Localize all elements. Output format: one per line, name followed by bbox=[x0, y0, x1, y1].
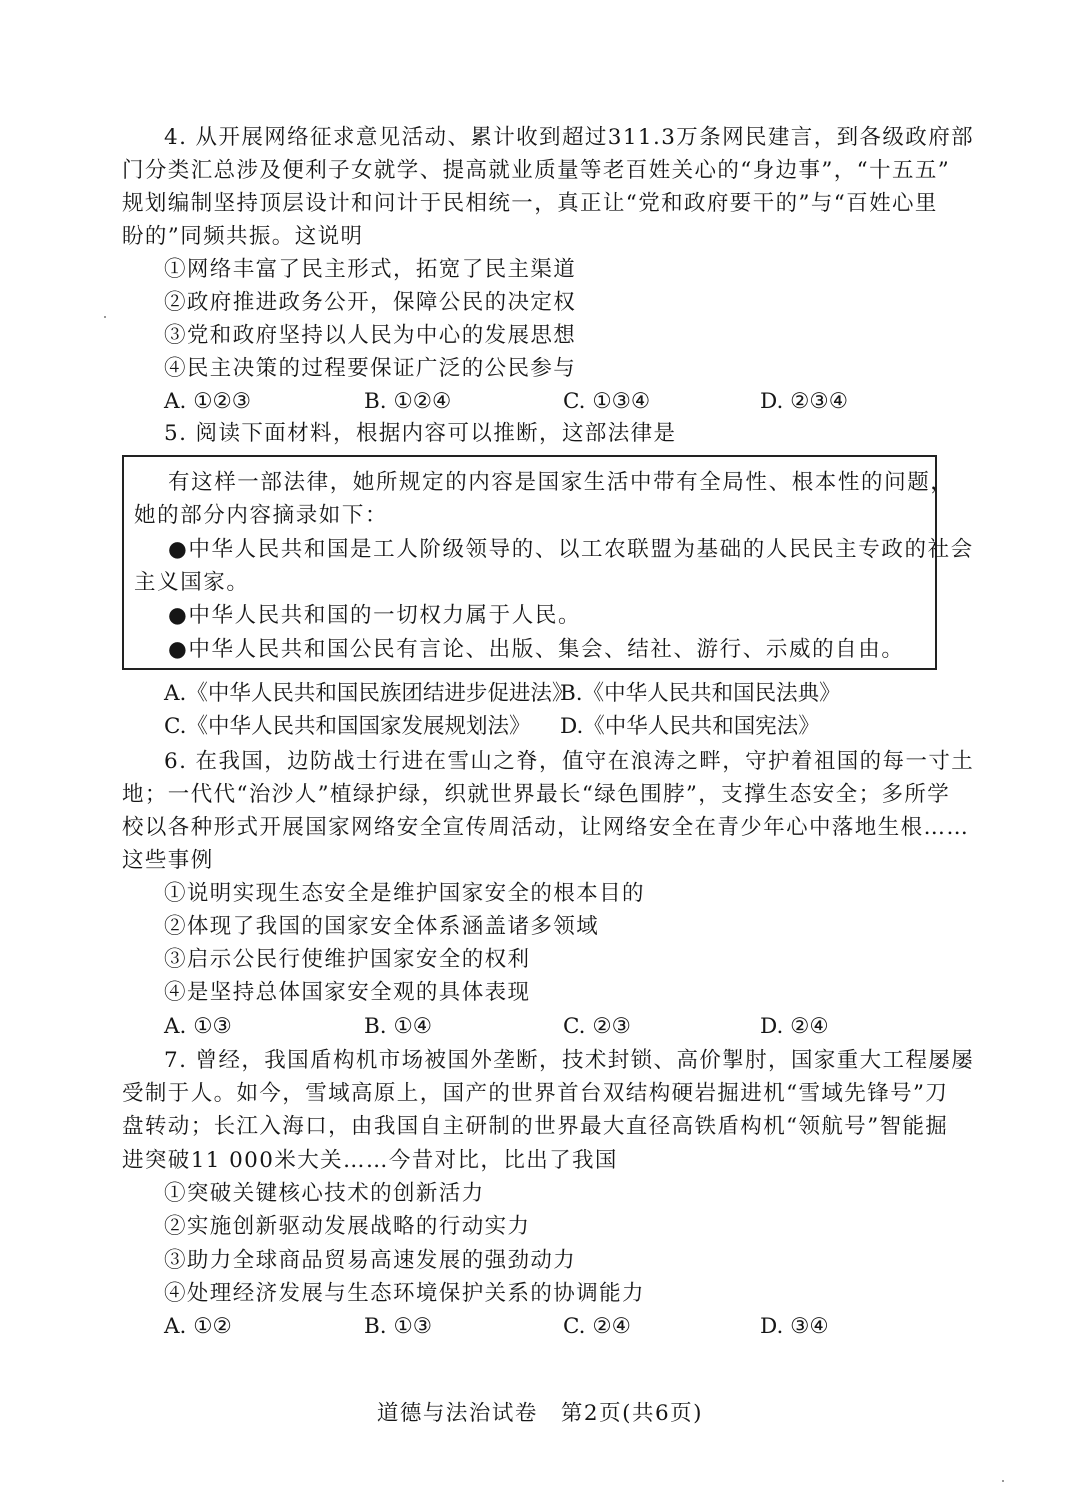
q6-statement-2: ②体现了我国的国家安全体系涵盖诸多领域 bbox=[164, 914, 600, 939]
q5-stem: 5. 阅读下面材料，根据内容可以推断，这部法律是 bbox=[164, 421, 677, 446]
q6-stem-line-1: 6. 在我国，边防战士行进在雪山之脊，值守在浪涛之畔，守护着祖国的每一寸土 bbox=[164, 749, 975, 774]
page-footer: 道德与法治试卷 第2页(共6页) bbox=[376, 1401, 704, 1426]
q4-statement-3: ③党和政府坚持以人民为中心的发展思想 bbox=[164, 323, 577, 348]
q4-stem-line-4: 盼的”同频共振。这说明 bbox=[122, 224, 364, 249]
q5-box-line-6: ●中华人民共和国公民有言论、出版、集会、结社、游行、示威的自由。 bbox=[168, 637, 905, 662]
q4-option-d: D. ②③④ bbox=[760, 389, 848, 414]
q7-option-b: B. ①③ bbox=[364, 1314, 433, 1339]
q4-stem-line-2: 门分类汇总涉及便利子女就学、提高就业质量等老百姓关心的“身边事”，“十五五” bbox=[122, 158, 951, 183]
scan-speck bbox=[104, 316, 106, 318]
q7-statement-4: ④处理经济发展与生态环境保护关系的协调能力 bbox=[164, 1281, 645, 1306]
q6-stem-line-2: 地；一代代“治沙人”植绿护绿，织就世界最长“绿色围脖”，支撑生态安全；多所学 bbox=[122, 782, 951, 807]
q6-option-a: A. ①③ bbox=[164, 1014, 232, 1039]
q6-statement-1: ①说明实现生态安全是维护国家安全的根本目的 bbox=[164, 881, 645, 906]
scan-speck bbox=[1002, 1480, 1004, 1482]
q5-option-d: D.《中华人民共和国宪法》 bbox=[560, 714, 820, 739]
q6-option-d: D. ②④ bbox=[760, 1014, 829, 1039]
q5-option-a: A.《中华人民共和国民族团结进步促进法》 bbox=[164, 681, 574, 706]
q7-option-a: A. ①② bbox=[164, 1314, 232, 1339]
q5-box-line-5: ●中华人民共和国的一切权力属于人民。 bbox=[168, 603, 582, 628]
q4-option-a: A. ①②③ bbox=[164, 389, 252, 414]
q6-statement-3: ③启示公民行使维护国家安全的权利 bbox=[164, 947, 531, 972]
q4-option-c: C. ①③④ bbox=[563, 389, 651, 414]
q7-statement-2: ②实施创新驱动发展战略的行动实力 bbox=[164, 1214, 531, 1239]
q4-option-b: B. ①②④ bbox=[364, 389, 452, 414]
q6-option-c: C. ②③ bbox=[563, 1014, 631, 1039]
q6-option-b: B. ①④ bbox=[364, 1014, 433, 1039]
q7-statement-3: ③助力全球商品贸易高速发展的强劲动力 bbox=[164, 1248, 577, 1273]
q7-stem-line-2: 受制于人。如今，雪域高原上，国产的世界首台双结构硬岩掘进机“雪域先锋号”刀 bbox=[122, 1081, 949, 1106]
q7-stem-line-4: 进突破11 000米大关……今昔对比，比出了我国 bbox=[122, 1148, 618, 1173]
q7-option-c: C. ②④ bbox=[563, 1314, 631, 1339]
q5-material-box bbox=[122, 455, 974, 670]
q4-statement-1: ①网络丰富了民主形式，拓宽了民主渠道 bbox=[164, 257, 577, 282]
q5-box-line-4: 主义国家。 bbox=[134, 570, 250, 595]
q5-option-c: C.《中华人民共和国国家发展规划法》 bbox=[164, 714, 531, 739]
q6-statement-4: ④是坚持总体国家安全观的具体表现 bbox=[164, 980, 531, 1005]
q6-stem-line-4: 这些事例 bbox=[122, 848, 214, 873]
q7-option-d: D. ③④ bbox=[760, 1314, 829, 1339]
q4-statement-2: ②政府推进政务公开，保障公民的决定权 bbox=[164, 290, 577, 315]
q4-stem-line-1: 4. 从开展网络征求意见活动、累计收到超过311.3万条网民建言，到各级政府部 bbox=[164, 125, 975, 150]
q6-stem-line-3: 校以各种形式开展国家网络安全宣传周活动，让网络安全在青少年心中落地生根…… bbox=[122, 815, 970, 840]
q7-statement-1: ①突破关键核心技术的创新活力 bbox=[164, 1181, 485, 1206]
q5-option-b: B.《中华人民共和国民法典》 bbox=[560, 681, 841, 706]
q4-statement-4: ④民主决策的过程要保证广泛的公民参与 bbox=[164, 356, 577, 381]
q5-box-line-1: 有这样一部法律，她所规定的内容是国家生活中带有全局性、根本性的问题， bbox=[168, 470, 954, 495]
q4-stem-line-3: 规划编制坚持顶层设计和问计于民相统一，真正让“党和政府要干的”与“百姓心里 bbox=[122, 191, 938, 216]
q7-stem-line-3: 盘转动；长江入海口，由我国自主研制的世界最大直径高铁盾构机“领航号”智能掘 bbox=[122, 1114, 949, 1139]
q5-box-line-2: 她的部分内容摘录如下： bbox=[134, 503, 389, 528]
q7-stem-line-1: 7. 曾经，我国盾构机市场被国外垄断，技术封锁、高价掣肘，国家重大工程屡屡 bbox=[164, 1048, 975, 1073]
q5-box-line-3: ●中华人民共和国是工人阶级领导的、以工农联盟为基础的人民民主专政的社会 bbox=[168, 537, 974, 562]
